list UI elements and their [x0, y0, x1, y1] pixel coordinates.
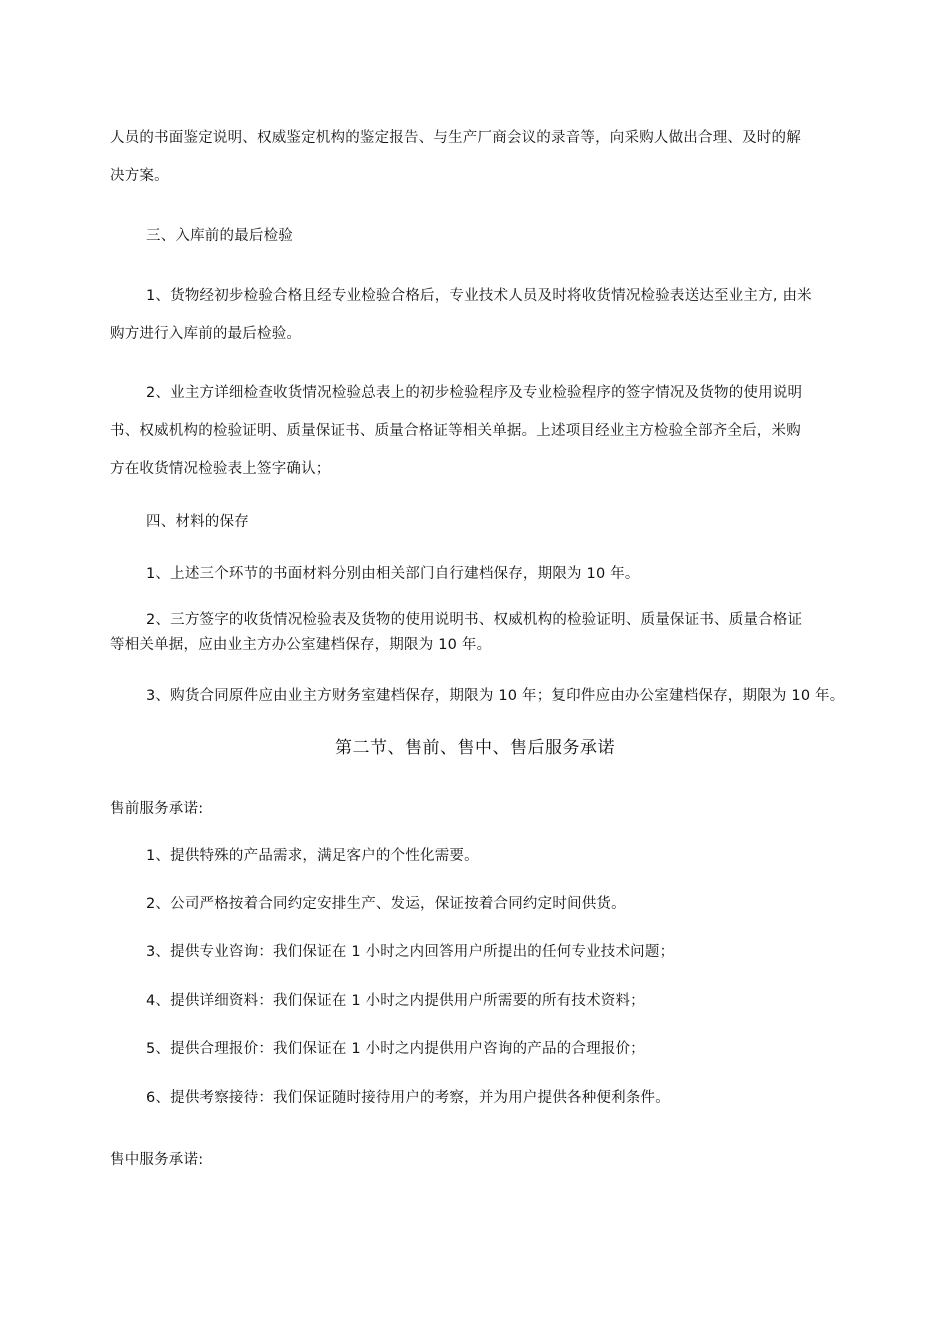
section-heading: 三、入库前的最后检验 — [146, 228, 293, 244]
chapter-title: 第二节、售前、售中、售后服务承诺 — [335, 738, 615, 758]
list-item: 2、公司严格按着合同约定安排生产、发运，保证按着合同约定时间供货。 — [146, 896, 626, 912]
section-heading: 四、材料的保存 — [146, 514, 249, 530]
paragraph-line: 等相关单据，应由业主方办公室建档保存，期限为 10 年。 — [110, 637, 492, 653]
paragraph-line: 1、货物经初步检验合格且经专业检验合格后，专业技术人员及时将收货情况检验表送达至业主方, 由米 — [146, 288, 812, 304]
paragraph-line: 购方进行入库前的最后检验。 — [110, 326, 302, 342]
list-item: 6、提供考察接待：我们保证随时接待用户的考察，并为用户提供各种便利条件。 — [146, 1090, 670, 1106]
paragraph-line: 方在收货情况检验表上签字确认； — [110, 461, 331, 477]
paragraph-line: 3、购货合同原件应由业主方财务室建档保存，期限为 10 年；复印件应由办公室建档保存，期限为 10 年。 — [146, 688, 845, 704]
paragraph-line: 书、权威机构的检验证明、质量保证书、质量合格证等相关单据。上述项目经业主方检验全部齐全后，米购 — [110, 423, 801, 439]
subsection-heading: 售中服务承诺: — [110, 1152, 204, 1168]
list-item: 3、提供专业咨询：我们保证在 1 小时之内回答用户所提出的任何专业技术问题； — [146, 944, 675, 960]
paragraph-line: 人员的书面鉴定说明、权威鉴定机构的鉴定报告、与生产厂商会议的录音等，向采购人做出合理、及时的解 — [110, 130, 801, 146]
list-item: 1、提供特殊的产品需求，满足客户的个性化需要。 — [146, 848, 479, 864]
paragraph-line: 2、业主方详细检查收货情况检验总表上的初步检验程序及专业检验程序的签字情况及货物的使用说明 — [146, 385, 803, 401]
subsection-heading: 售前服务承诺: — [110, 801, 204, 817]
paragraph-line: 决方案。 — [110, 168, 169, 184]
list-item: 5、提供合理报价：我们保证在 1 小时之内提供用户咨询的产品的合理报价； — [146, 1041, 645, 1057]
paragraph-line: 1、上述三个环节的书面材料分别由相关部门自行建档保存，期限为 10 年。 — [146, 566, 640, 582]
list-item: 4、提供详细资料：我们保证在 1 小时之内提供用户所需要的所有技术资料； — [146, 993, 645, 1009]
paragraph-line: 2、三方签字的收货情况检验表及货物的使用说明书、权威机构的检验证明、质量保证书、质量合格证 — [146, 612, 803, 628]
